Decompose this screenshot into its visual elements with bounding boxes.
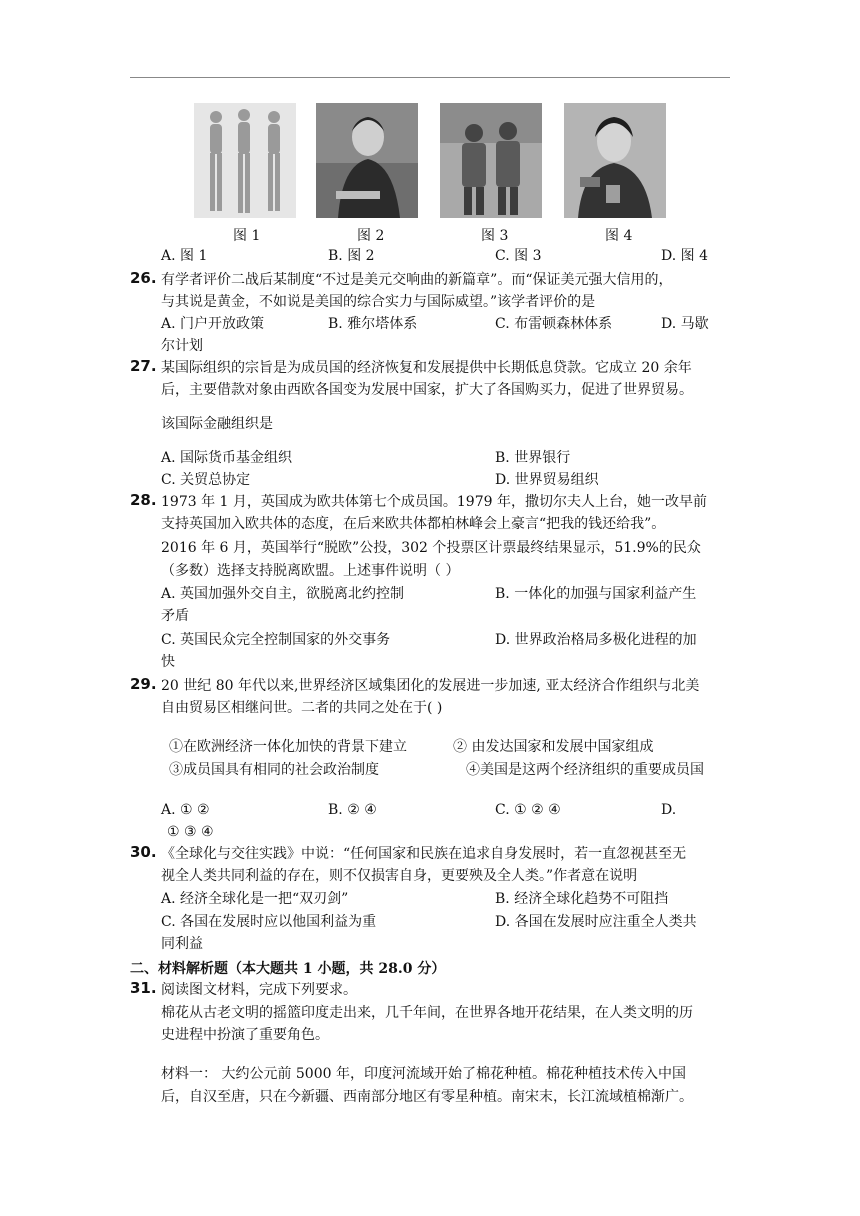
- option-d: D. 世界贸易组织: [495, 472, 599, 488]
- question-text: 自由贸易区相继问世。二者的共同之处在于( ): [161, 700, 443, 716]
- question-number: 30.: [130, 843, 157, 861]
- option-a: A. 国际货币基金组织: [161, 450, 293, 466]
- option-c: C. 图 3: [495, 248, 542, 264]
- question-text: 某国际组织的宗旨是为成员国的经济恢复和发展提供中长期低息贷款。它成立 20 余年: [161, 360, 692, 376]
- question-text: 与其说是黄金，不如说是美国的综合实力与国际威望。”该学者评价的是: [161, 294, 596, 310]
- question-text: 支持英国加入欧共体的态度，在后来欧共体都柏林峰会上豪言“把我的钱还给我”。: [161, 516, 666, 532]
- option-b: B. 雅尔塔体系: [328, 316, 418, 332]
- question-number: 27.: [130, 357, 157, 375]
- question-text: 《全球化与交往实践》中说：“任何国家和民族在追求自身发展时，若一直忽视甚至无: [161, 846, 687, 862]
- question-number: 26.: [130, 269, 157, 287]
- option-c: C. 关贸总协定: [161, 472, 251, 488]
- statement-item: ② 由发达国家和发展中国家组成: [453, 739, 654, 755]
- statement-item: ④美国是这两个经济组织的重要成员国: [466, 762, 704, 778]
- option-a: A. 门户开放政策: [161, 316, 265, 332]
- question-text: 20 世纪 80 年代以来,世界经济区域集团化的发展进一步加速, 亚太经济合作组织与北美: [161, 678, 700, 694]
- option-b: B. 世界银行: [495, 450, 571, 466]
- option-a: A. 经济全球化是一把“双刃剑”: [161, 891, 349, 907]
- option-b: B. 经济全球化趋势不可阻挡: [495, 891, 669, 907]
- option-b: B. 图 2: [328, 248, 375, 264]
- option-a: A. ① ②: [161, 802, 210, 818]
- figure-1-photo: [194, 103, 296, 218]
- question-text: 棉花从古老文明的摇篮印度走出来，几千年间，在世界各地开花结果，在人类文明的历: [161, 1005, 693, 1021]
- question-text: （多数）选择支持脱离欧盟。上述事件说明（ ）: [161, 563, 460, 579]
- figure-2-caption: 图 2: [357, 228, 385, 244]
- option-d: D. 图 4: [661, 248, 708, 264]
- figure-4-caption: 图 4: [605, 228, 633, 244]
- option-c: C. ① ② ④: [495, 802, 561, 818]
- option-d: D. 马歇: [661, 316, 709, 332]
- option-b: B. 一体化的加强与国家利益产生: [495, 586, 697, 602]
- option-d: D. 世界政治格局多极化进程的加: [495, 632, 697, 648]
- material-text: 后，自汉至唐，只在今新疆、西南部分地区有零星种植。南宋末，长江流域植棉渐广。: [161, 1089, 693, 1105]
- statement-item: ①在欧洲经济一体化加快的背景下建立: [169, 739, 407, 755]
- option-d-wrap: ① ③ ④: [167, 824, 214, 840]
- figure-1-caption: 图 1: [233, 228, 261, 244]
- question-text: 阅读图文材料，完成下列要求。: [161, 982, 357, 998]
- figure-4-photo: [564, 103, 666, 218]
- question-text: 史进程中扮演了重要角色。: [161, 1027, 329, 1043]
- option-c: C. 各国在发展时应以他国利益为重: [161, 914, 377, 930]
- option-c: C. 布雷顿森林体系: [495, 316, 613, 332]
- question-text: 2016 年 6 月，英国举行“脱欧”公投，302 个投票区计票最终结果显示，51.9%的民众: [161, 540, 701, 556]
- figure-3-caption: 图 3: [481, 228, 509, 244]
- option-c: C. 英国民众完全控制国家的外交事务: [161, 632, 391, 648]
- question-text: 视全人类共同利益的存在，则不仅损害自身，更要殃及全人类。”作者意在说明: [161, 868, 638, 884]
- question-text: 该国际金融组织是: [161, 416, 273, 432]
- option-d: D. 各国在发展时应注重全人类共: [495, 914, 697, 930]
- option-d-wrap: 同利益: [161, 936, 203, 952]
- option-d-wrap: 快: [161, 654, 175, 670]
- option-d: D.: [661, 802, 677, 818]
- question-number: 28.: [130, 491, 157, 509]
- option-b-wrap: 矛盾: [161, 608, 189, 624]
- figure-3-photo: [440, 103, 542, 218]
- question-number: 29.: [130, 675, 157, 693]
- option-a: A. 图 1: [161, 248, 208, 264]
- question-text: 有学者评价二战后某制度“不过是美元交响曲的新篇章”。而“保证美元强大信用的，: [161, 272, 673, 288]
- figure-2-photo: [316, 103, 418, 218]
- option-a: A. 英国加强外交自主，欲脱离北约控制: [161, 586, 405, 602]
- material-text: 材料一： 大约公元前 5000 年，印度河流域开始了棉花种植。棉花种植技术传入中国: [161, 1066, 686, 1082]
- question-text: 1973 年 1 月，英国成为欧共体第七个成员国。1979 年，撒切尔夫人上台，她一改早前: [161, 494, 707, 510]
- question-number: 31.: [130, 979, 157, 997]
- section-heading: 二、材料解析题（本大题共 1 小题，共 28.0 分）: [130, 961, 446, 977]
- header-rule: [130, 77, 730, 78]
- question-text: 后，主要借款对象由西欧各国变为发展中国家，扩大了各国购买力，促进了世界贸易。: [161, 382, 693, 398]
- option-b: B. ② ④: [328, 802, 377, 818]
- option-d-wrap: 尔计划: [161, 338, 203, 354]
- statement-item: ③成员国具有相同的社会政治制度: [169, 762, 379, 778]
